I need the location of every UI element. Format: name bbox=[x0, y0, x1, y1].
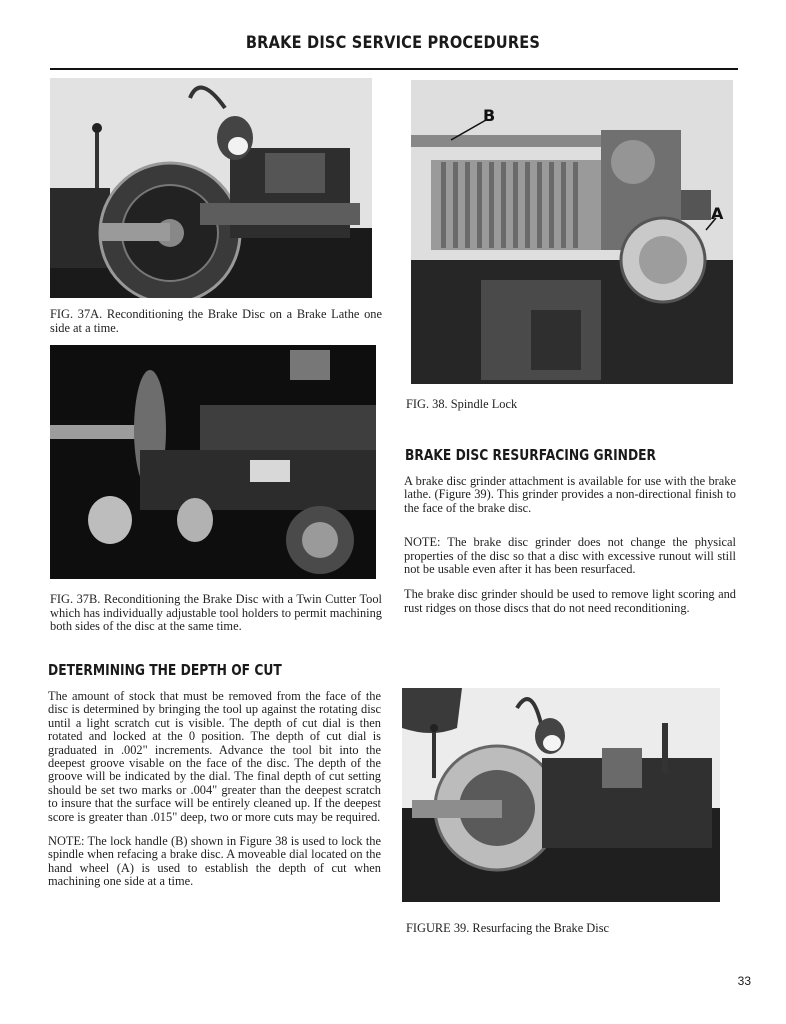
grinder-paragraph-1: A brake disc grinder attachment is available for use with the brake lathe. (Figure 39). This grinder provides a non-directional finish to the face of the brake disc. bbox=[404, 474, 736, 515]
grinder-body bbox=[404, 475, 736, 615]
fig38-photo bbox=[411, 80, 733, 384]
fig37a-photo bbox=[50, 78, 372, 298]
grinder-note: NOTE: The brake disc grinder does not change the physical properties of the disc so that a disc with excessive runout will still not be usable even after it has been resurfaced. bbox=[404, 535, 736, 577]
page-header: BRAKE DISC SERVICE PROCEDURES bbox=[245, 33, 541, 53]
depth-of-cut-body bbox=[48, 690, 381, 889]
fig38-label-b: B bbox=[483, 106, 496, 125]
fig37b-photo bbox=[50, 345, 376, 579]
fig38-label-a: A bbox=[711, 204, 724, 223]
page-number: 33 bbox=[737, 974, 751, 988]
grinder-paragraph-3: The brake disc grinder should be used to remove light scoring and rust ridges on those discs that do not need reconditioning. bbox=[404, 587, 736, 615]
fig39-photo bbox=[402, 688, 720, 902]
header-rule bbox=[50, 68, 738, 70]
fig37a-caption: FIG. 37A. Reconditioning the Brake Disc on a Brake Lathe one side at a time. bbox=[50, 307, 382, 335]
depth-of-cut-paragraph: The amount of stock that must be removed from the face of the disc is determined by bringing the tool up against the rotating disc until a light scratch cut is visible. The depth of cut dial is then rotated and locked at the 0 position. The depth of cut dial is graduated in .002" increments. Advance the tool bit into the deepest groove visable on the face of the disc. The depth of the groove will be indicated by the dial. The final depth of cut setting should be set two marks or .004" greater than the deepest scratch to insure that the surface will be entirely cleaned up. If the deepest score is greater than .015" deep, two or more cuts may be required. bbox=[48, 689, 381, 824]
fig37b-caption: FIG. 37B. Reconditioning the Brake Disc with a Twin Cutter Tool which has individually adjustable tool holders to permit machining both sides of the disc at the same time. bbox=[50, 592, 382, 633]
fig39-caption: FIGURE 39. Resurfacing the Brake Disc bbox=[406, 921, 610, 935]
heading-depth-of-cut: DETERMINING THE DEPTH OF CUT bbox=[48, 661, 282, 679]
lock-handle-note: NOTE: The lock handle (B) shown in Figure 38 is used to lock the spindle when refacing a brake disc. A moveable dial located on the hand wheel (A) is used to establish the depth of cut when machining one side at a time. bbox=[48, 834, 381, 889]
heading-resurfacing-grinder: BRAKE DISC RESURFACING GRINDER bbox=[405, 446, 657, 464]
fig38-caption: FIG. 38. Spindle Lock bbox=[406, 397, 518, 411]
